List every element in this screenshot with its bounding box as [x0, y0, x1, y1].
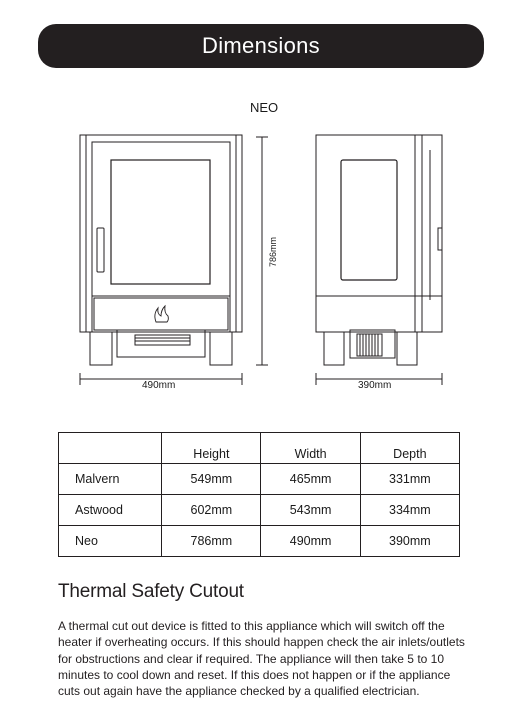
table-header-blank	[59, 433, 162, 464]
section-body-text: A thermal cut out device is fitted to this appliance which will switch off the heater if overheating occurs. If this should happen check the air inlets/outlets for obstructions and clear if required. The appliance will then take 5 to 10 minutes to cool down and reset. If this does not happen or if the appliance cuts out again have the appliance checked by a qualified electrician.	[58, 619, 465, 699]
model-name: NEO	[250, 100, 279, 115]
table-cell-model: Neo	[59, 526, 162, 557]
table-cell-width: 465mm	[261, 464, 360, 495]
table-cell-height: 786mm	[162, 526, 261, 557]
front-view-drawing	[80, 135, 242, 365]
table-cell-depth: 390mm	[360, 526, 459, 557]
table-cell-height: 602mm	[162, 495, 261, 526]
dimensions-table	[58, 432, 460, 557]
table-cell-width: 543mm	[261, 495, 360, 526]
table-cell-height: 549mm	[162, 464, 261, 495]
table-header-row	[59, 433, 460, 464]
table-row	[59, 526, 460, 557]
table-cell-depth: 331mm	[360, 464, 459, 495]
table-header-height: Height	[162, 433, 261, 464]
table-row	[59, 464, 460, 495]
table-header-depth: Depth	[360, 433, 459, 464]
table-cell-depth: 334mm	[360, 495, 459, 526]
height-dimension-line	[256, 137, 268, 365]
table-cell-width: 490mm	[261, 526, 360, 557]
table-cell-model: Astwood	[59, 495, 162, 526]
table-header-width: Width	[261, 433, 360, 464]
table-cell-model: Malvern	[59, 464, 162, 495]
page-title: Dimensions	[202, 33, 320, 58]
front-width-dimension-label: 490mm	[142, 380, 176, 391]
side-depth-dimension-label: 390mm	[358, 380, 392, 391]
table-row	[59, 495, 460, 526]
side-view-drawing	[316, 135, 442, 365]
height-dimension-label: 786mm	[268, 232, 278, 272]
section-heading: Thermal Safety Cutout	[58, 581, 244, 602]
